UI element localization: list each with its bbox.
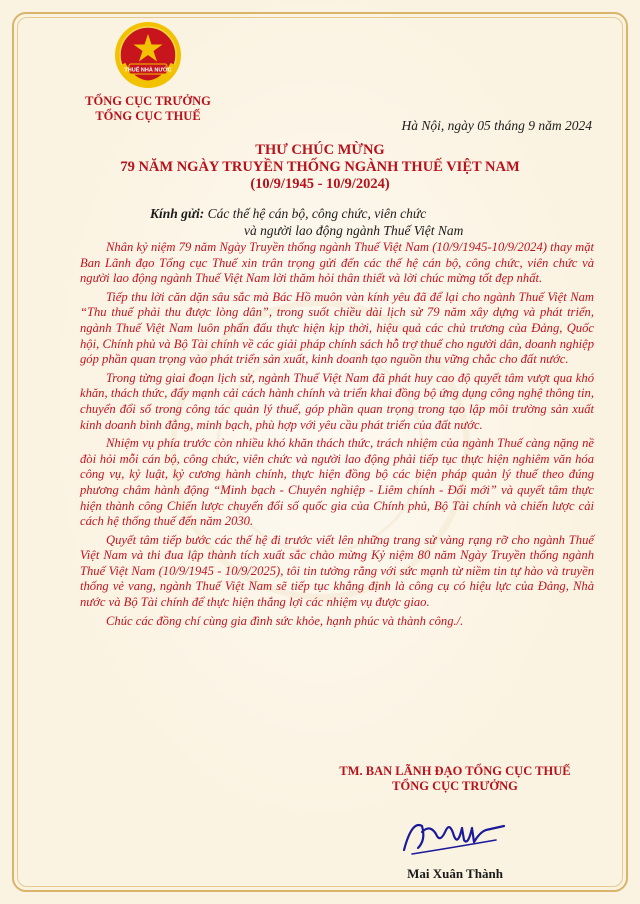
paragraph-5: Quyết tâm tiếp bước các thế hệ đi trước viết lên những trang sử vàng rạng rỡ cho ngành Thuế Việt Nam và thi đua lập thành tích xuất sắc chào mừng Kỷ niệm 80 năm Ngày Truyền thống ngành Thuế Việt Nam (10/9/1945 - 10/9/2025), tôi tin tưởng rằng với sức mạnh từ niềm tin tự hào và truyền thống vẻ vang, ngành Thuế Việt Nam sẽ tiếp tục khẳng định là công cụ có hiệu lực của Đảng, Nhà nước và Bộ Tài chính để thực hiện thắng lợi các nhiệm vụ được giao.	[80, 532, 594, 610]
signature-line-2: TỔNG CỤC TRƯỞNG	[392, 779, 518, 793]
signature-line-1: TM. BAN LÃNH ĐẠO TỔNG CỤC THUẾ	[339, 764, 571, 778]
recipient	[150, 205, 463, 239]
recipient-line-2: và người lao động ngành Thuế Việt Nam	[244, 223, 464, 238]
emblem-text: THUẾ NHÀ NƯỚC	[124, 67, 172, 74]
letter-date: Hà Nội, ngày 05 tháng 9 năm 2024	[401, 118, 592, 133]
recipient-line-1: Các thế hệ cán bộ, công chức, viên chức	[207, 206, 427, 221]
title-line-2: 79 NĂM NGÀY TRUYỀN THỐNG NGÀNH THUẾ VIỆT NAM	[120, 159, 520, 175]
org-line-2: TỔNG CỤC THUẾ	[95, 109, 201, 123]
paragraph-2: Tiếp thu lời căn dặn sâu sắc mà Bác Hồ muôn vàn kính yêu đã để lại cho ngành Thuế Việt Nam “Thu thuế phải thu được lòng dân”, trong suốt chiều dài lịch sử 79 năm xây dựng và phát triển, ngành Thuế Việt Nam luôn phấn đấu thực hiện kịp thời, hiệu quả các chủ trương của Đảng, Quốc hội, Chính phủ và Bộ Tài chính về các giải pháp chính sách hỗ trợ thuế cho người dân, doanh nghiệp góp phần quan trọng vào phát triển sản xuất, kinh doanh tạo nguồn thu vững chắc cho đất nước.	[80, 289, 594, 367]
signature-title	[330, 764, 580, 794]
tax-emblem-icon	[113, 20, 183, 90]
paragraph-3: Trong từng giai đoạn lịch sử, ngành Thuế Việt Nam đã phát huy cao độ quyết tâm vượt qua khó khăn, thách thức, đẩy mạnh cải cách hành chính và triển khai đồng bộ ứng dụng công nghệ thông tin, chuyển đổi số trong công tác quản lý thuế, góp phần quan trọng trong tạo lập môi trường sản xuất kinh doanh bình đẳng, minh bạch, phù hợp với yêu cầu phát triển của đất nước.	[80, 370, 594, 432]
title-line-1: THƯ CHÚC MỪNG	[255, 142, 385, 158]
letter-title	[0, 142, 640, 193]
handwritten-signature	[400, 810, 510, 860]
title-line-3: (10/9/1945 - 10/9/2024)	[250, 176, 390, 192]
org-line-1: TỔNG CỤC TRƯỞNG	[85, 94, 211, 108]
letter-header	[78, 20, 218, 124]
letter-body	[80, 240, 594, 632]
org-name	[78, 94, 218, 124]
recipient-label: Kính gửi:	[150, 206, 205, 221]
paragraph-6: Chúc các đồng chí cùng gia đình sức khỏe, hạnh phúc và thành công./.	[106, 613, 464, 628]
signer-name: Mai Xuân Thành	[407, 866, 503, 881]
paragraph-4: Nhiệm vụ phía trước còn nhiều khó khăn thách thức, trách nhiệm của ngành Thuế càng nặng nề đòi hỏi mỗi cán bộ, công chức, viên chức và người lao động phải tiếp tục thực hiện nghiêm văn hóa công vụ, kỷ luật, kỷ cương hành chính, thực hiện đồng bộ các biện pháp quản lý thuế theo đúng phương châm hành động “Minh bạch - Chuyên nghiệp - Liêm chính - Đổi mới” và quyết tâm thực hiện thành công Chiến lược chuyển đổi số quốc gia của Chính phủ, Bộ Tài chính và chiến lược cải cách hệ thống thuế đến năm 2030.	[80, 436, 594, 529]
paragraph-1: Nhân kỷ niệm 79 năm Ngày Truyền thống ngành Thuế Việt Nam (10/9/1945-10/9/2024) thay mặt Ban Lãnh đạo Tổng cục Thuế xin trân trọng gửi đến các thế hệ cán bộ, công chức, viên chức và người lao động ngành Thuế Việt Nam lời thăm hỏi thân thiết và lời chúc mừng tốt đẹp nhất.	[80, 240, 594, 286]
